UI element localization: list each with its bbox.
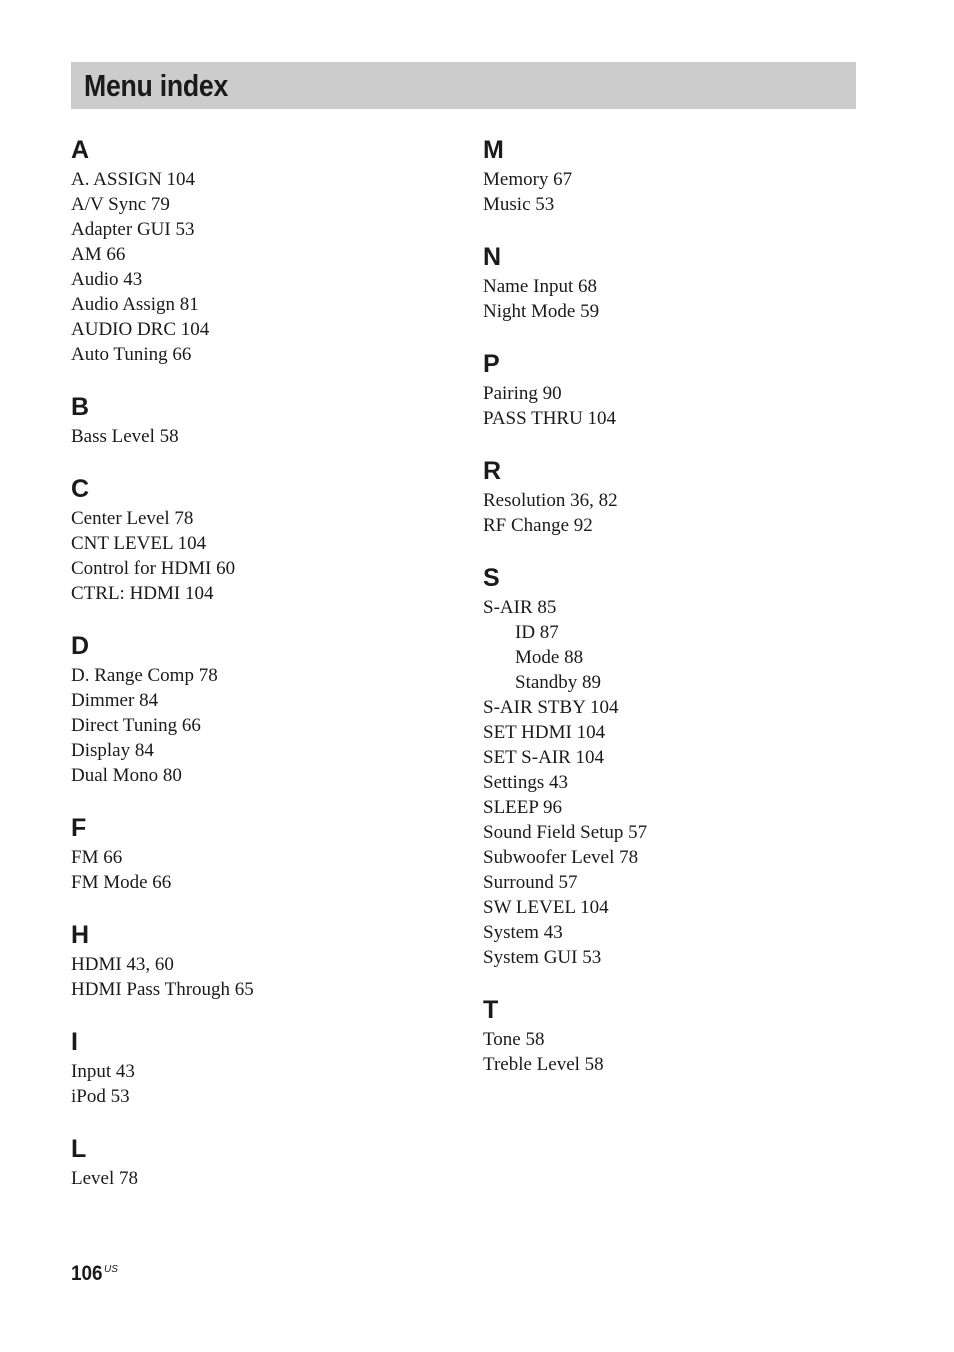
section-letter: H <box>71 921 90 949</box>
index-subentry: ID 87 <box>515 622 559 643</box>
index-entry: Auto Tuning 66 <box>71 344 192 365</box>
index-section-f <box>71 811 451 895</box>
index-entry: Display 84 <box>71 740 154 761</box>
index-entry: AM 66 <box>71 244 126 265</box>
index-entry: Control for HDMI 60 <box>71 558 236 579</box>
index-entry: SET HDMI 104 <box>483 722 606 743</box>
section-letter: A <box>71 136 90 164</box>
index-entry: Music 53 <box>483 194 555 215</box>
index-section-i <box>71 1025 451 1109</box>
index-entry: Sound Field Setup 57 <box>483 822 648 843</box>
index-entry: System 43 <box>483 922 563 943</box>
index-entry: Pairing 90 <box>483 383 562 404</box>
index-entry: PASS THRU 104 <box>483 408 617 429</box>
index-entry: A. ASSIGN 104 <box>71 169 196 190</box>
index-entry: Center Level 78 <box>71 508 194 529</box>
index-entry: Adapter GUI 53 <box>71 219 195 240</box>
index-entry: Name Input 68 <box>483 276 597 297</box>
index-entry: S-AIR STBY 104 <box>483 697 619 718</box>
index-entry: FM 66 <box>71 847 123 868</box>
index-entry: RF Change 92 <box>483 515 593 536</box>
index-entry: A/V Sync 79 <box>71 194 170 215</box>
index-entry: Dimmer 84 <box>71 690 159 711</box>
index-entry: SET S-AIR 104 <box>483 747 605 768</box>
index-subentry: Mode 88 <box>515 647 584 668</box>
index-entry: CNT LEVEL 104 <box>71 533 207 554</box>
index-section-d <box>71 629 451 788</box>
index-entry: S-AIR 85 <box>483 597 557 618</box>
section-letter: F <box>71 814 87 842</box>
index-section-r <box>483 454 863 538</box>
index-section-c <box>71 472 451 606</box>
index-entry: Direct Tuning 66 <box>71 715 201 736</box>
index-entry: Treble Level 58 <box>483 1054 604 1075</box>
index-entry: System GUI 53 <box>483 947 602 968</box>
index-entry: HDMI 43, 60 <box>71 954 174 975</box>
index-entry: Bass Level 58 <box>71 426 179 447</box>
title-bar <box>71 62 856 109</box>
index-column-right <box>483 133 863 1100</box>
index-entry: iPod 53 <box>71 1086 130 1107</box>
index-section-t <box>483 993 863 1077</box>
index-entry: Memory 67 <box>483 169 573 190</box>
index-entry: SLEEP 96 <box>483 797 562 818</box>
index-column-left <box>71 133 451 1214</box>
index-entry: Audio 43 <box>71 269 143 290</box>
index-section-h <box>71 918 451 1002</box>
section-letter: R <box>483 457 502 485</box>
section-letter: N <box>483 243 502 271</box>
index-entry: Level 78 <box>71 1168 139 1189</box>
index-section-l <box>71 1132 451 1191</box>
index-section-n <box>483 240 863 324</box>
index-entry: Dual Mono 80 <box>71 765 182 786</box>
index-section-a <box>71 133 451 367</box>
index-entry: AUDIO DRC 104 <box>71 319 210 340</box>
region-code: US <box>104 1264 118 1275</box>
index-entry: HDMI Pass Through 65 <box>71 979 254 1000</box>
index-entry: Input 43 <box>71 1061 135 1082</box>
index-entry: Subwoofer Level 78 <box>483 847 639 868</box>
page-footer <box>71 1257 118 1287</box>
index-entry: Night Mode 59 <box>483 301 600 322</box>
index-section-s <box>483 561 863 970</box>
index-entry: Settings 43 <box>483 772 568 793</box>
section-letter: L <box>71 1135 87 1163</box>
section-letter: B <box>71 393 90 421</box>
index-subentry: Standby 89 <box>515 672 602 693</box>
index-entry: D. Range Comp 78 <box>71 665 218 686</box>
index-section-p <box>483 347 863 431</box>
section-letter: C <box>71 475 90 503</box>
index-entry: Tone 58 <box>483 1029 545 1050</box>
page-title: Menu index <box>84 68 229 103</box>
section-letter: D <box>71 632 90 660</box>
section-letter: T <box>483 996 499 1024</box>
section-letter: M <box>483 136 504 164</box>
index-entry: Resolution 36, 82 <box>483 490 618 511</box>
section-letter: S <box>483 564 500 592</box>
index-entry: SW LEVEL 104 <box>483 897 609 918</box>
index-entry: CTRL: HDMI 104 <box>71 583 214 604</box>
section-letter: P <box>483 350 500 378</box>
index-entry: Audio Assign 81 <box>71 294 199 315</box>
index-entry: Surround 57 <box>483 872 578 893</box>
section-letter: I <box>71 1028 78 1056</box>
index-section-m <box>483 133 863 217</box>
page-number: 106 <box>71 1262 103 1285</box>
index-entry: FM Mode 66 <box>71 872 172 893</box>
index-section-b <box>71 390 451 449</box>
